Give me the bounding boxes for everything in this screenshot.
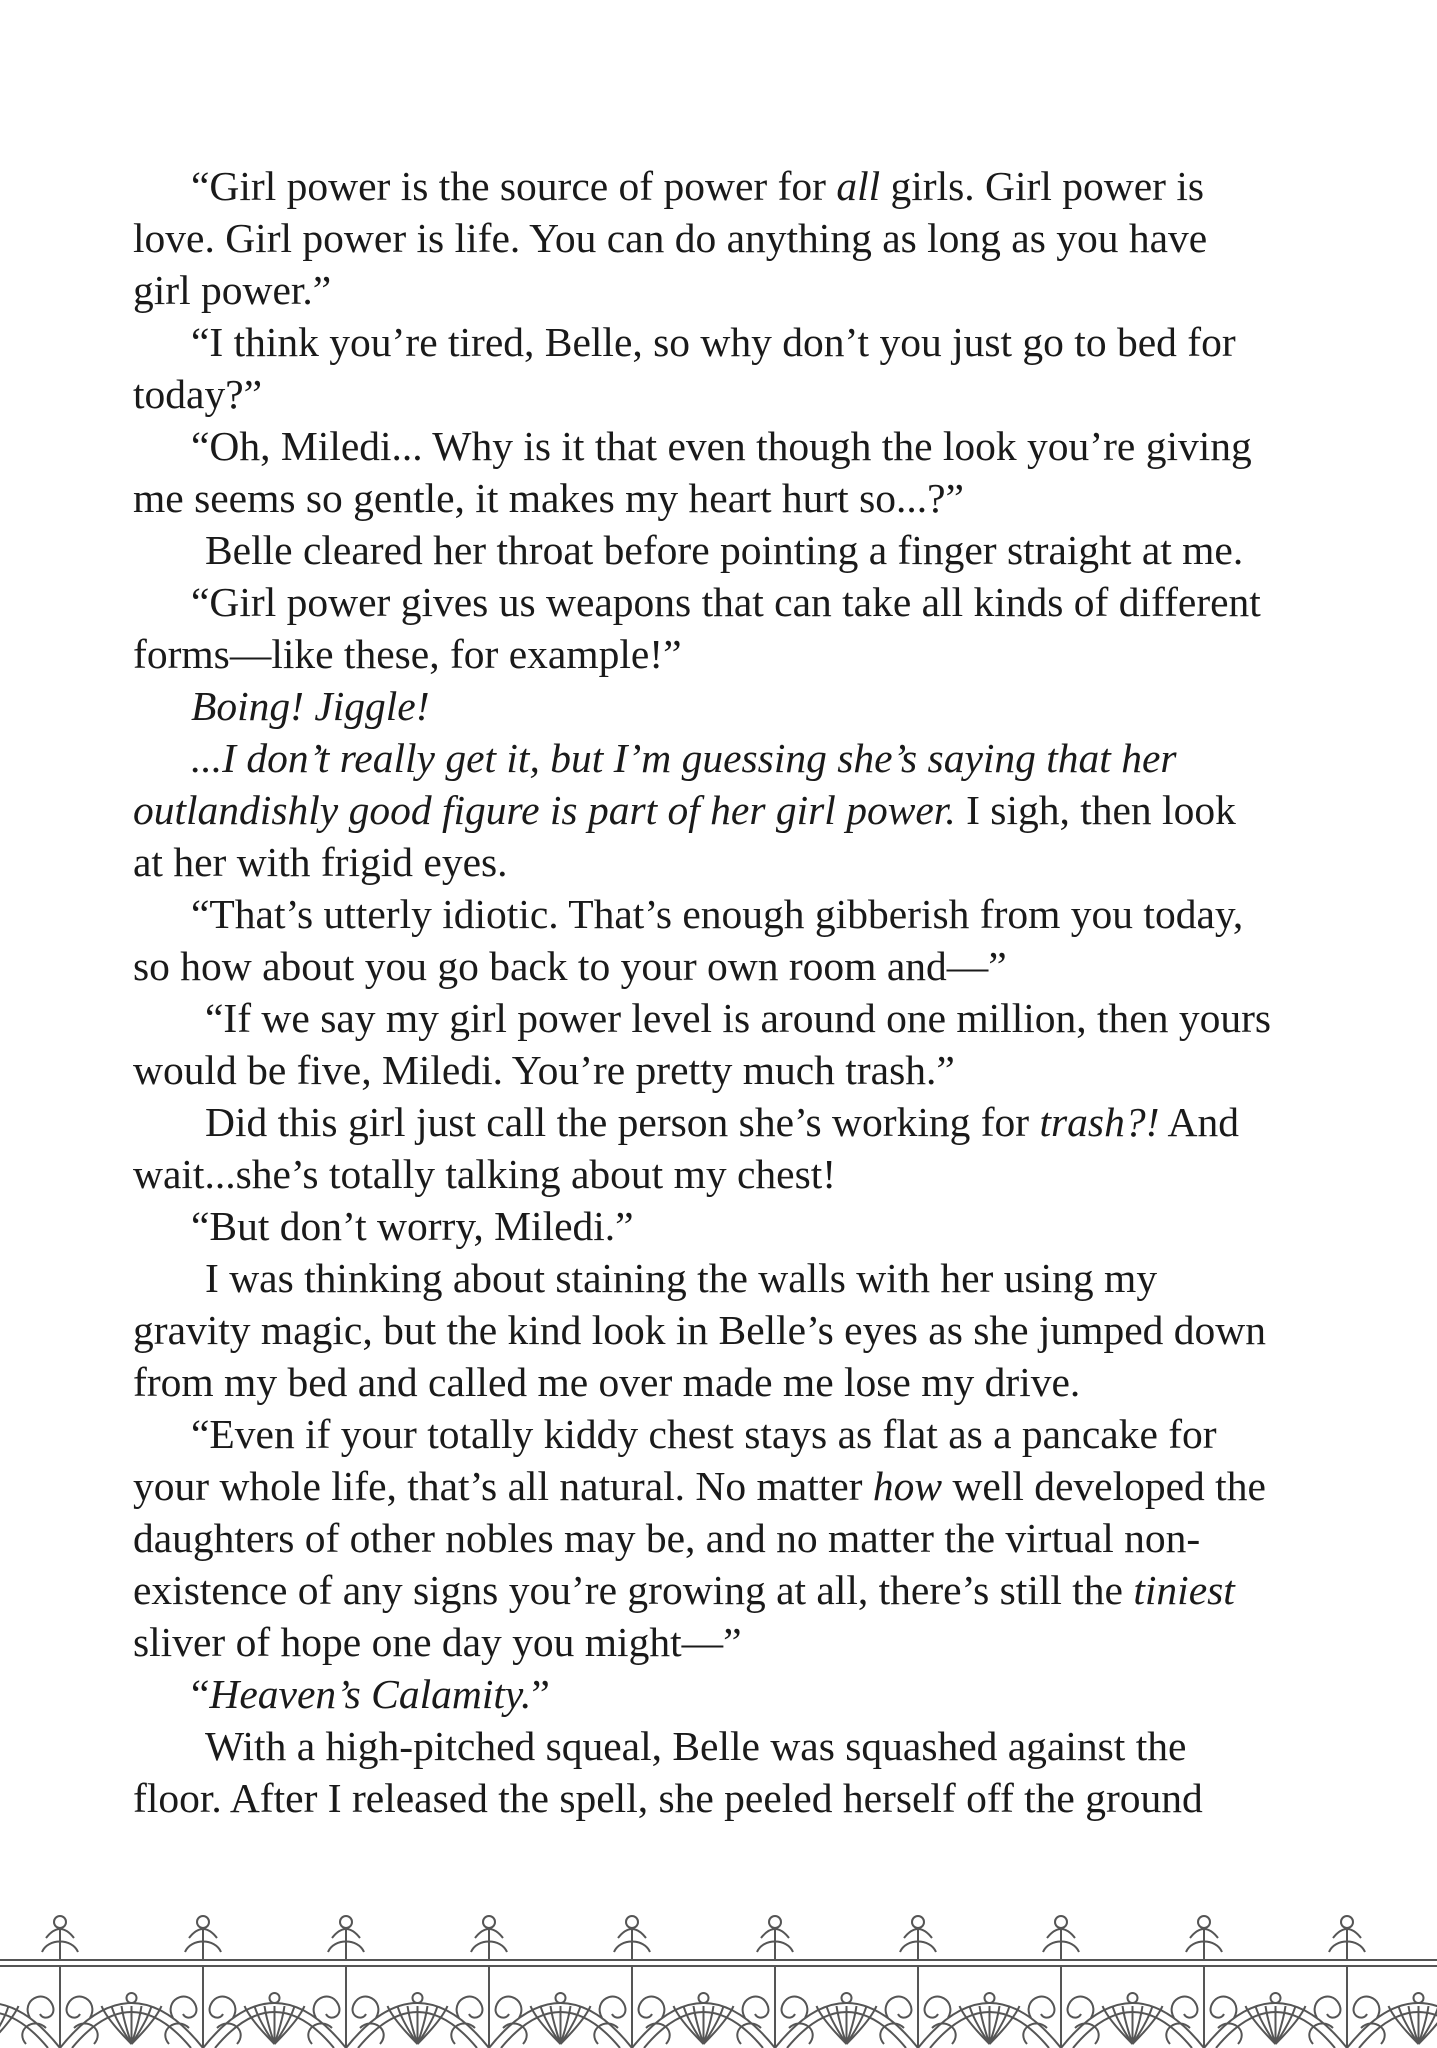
italic-text-run: tiniest — [1133, 1567, 1235, 1613]
italic-text-run: trash?! — [1039, 1099, 1160, 1145]
text-run: “But don’t worry, Miledi.” — [191, 1203, 634, 1249]
text-run: With a high-pitched squeal, Belle was squashed against the floor. After I released the spell, she peeled herself off the ground — [133, 1723, 1203, 1821]
text-run: Did this girl just call the person she’s working for — [205, 1099, 1040, 1145]
italic-text-run: ...I don’t really get it, but I’m guessing she’s saying that her outlandishly good figure is part of her girl power. — [133, 735, 1177, 833]
text-run: ” — [531, 1671, 550, 1717]
text-run: “Even if your totally kiddy chest stays as flat as a pancake for your whole life, that’s all natural. No matter — [133, 1411, 1217, 1509]
paragraph — [133, 316, 1273, 420]
italic-text-run: Heaven’s Calamity. — [209, 1671, 532, 1717]
text-run: “I think you’re tired, Belle, so why don’t you just go to bed for today?” — [133, 319, 1236, 417]
text-run: “If we say my girl power level is around one million, then yours would be five, Miledi. You’re pretty much trash.” — [133, 995, 1272, 1093]
wrought-iron-border — [0, 1898, 1437, 2048]
paragraph — [133, 576, 1273, 680]
paragraph — [133, 1200, 1273, 1252]
paragraph — [133, 888, 1273, 992]
paragraph — [133, 680, 1273, 732]
text-run: Belle cleared her throat before pointing a finger straight at me. — [205, 527, 1244, 573]
text-run: “Girl power is the source of power for — [191, 163, 837, 209]
paragraph — [133, 1668, 1273, 1720]
italic-text-run: all — [836, 163, 881, 209]
paragraph — [133, 160, 1273, 316]
text-run: girls. Girl power is love. Girl power is life. You can do anything as long as you have girl power.” — [133, 163, 1208, 313]
paragraph — [133, 1720, 1273, 1824]
paragraph — [133, 1096, 1273, 1200]
paragraph — [133, 1408, 1273, 1668]
text-run: “Girl power gives us weapons that can take all kinds of different forms—like these, for example!” — [133, 579, 1261, 677]
paragraph — [133, 732, 1273, 888]
paragraph — [133, 420, 1273, 524]
italic-text-run: Boing! Jiggle! — [191, 683, 430, 729]
text-run: I was thinking about staining the walls with her using my gravity magic, but the kind look in Belle’s eyes as she jumped down from my bed and called me over made me lose my drive. — [133, 1255, 1266, 1405]
paragraph — [133, 992, 1273, 1096]
text-run: And wait...she’s totally talking about my chest! — [133, 1099, 1239, 1197]
paragraph — [133, 1252, 1273, 1408]
text-run: “ — [191, 1671, 210, 1717]
italic-text-run: how — [872, 1463, 943, 1509]
text-run: sliver of hope one day you might—” — [133, 1619, 742, 1665]
text-run: I sigh, then look at her with frigid eyes. — [133, 787, 1236, 885]
text-run: well developed the daughters of other nobles may be, and no matter the virtual non-existence of any signs you’re growing at all, there’s still the — [133, 1463, 1266, 1613]
page-body-text — [133, 160, 1273, 1824]
paragraph — [133, 524, 1273, 576]
text-run: “Oh, Miledi... Why is it that even though the look you’re giving me seems so gentle, it makes my heart hurt so...?” — [133, 423, 1252, 521]
text-run: “That’s utterly idiotic. That’s enough gibberish from you today, so how about you go back to your own room and—” — [133, 891, 1244, 989]
